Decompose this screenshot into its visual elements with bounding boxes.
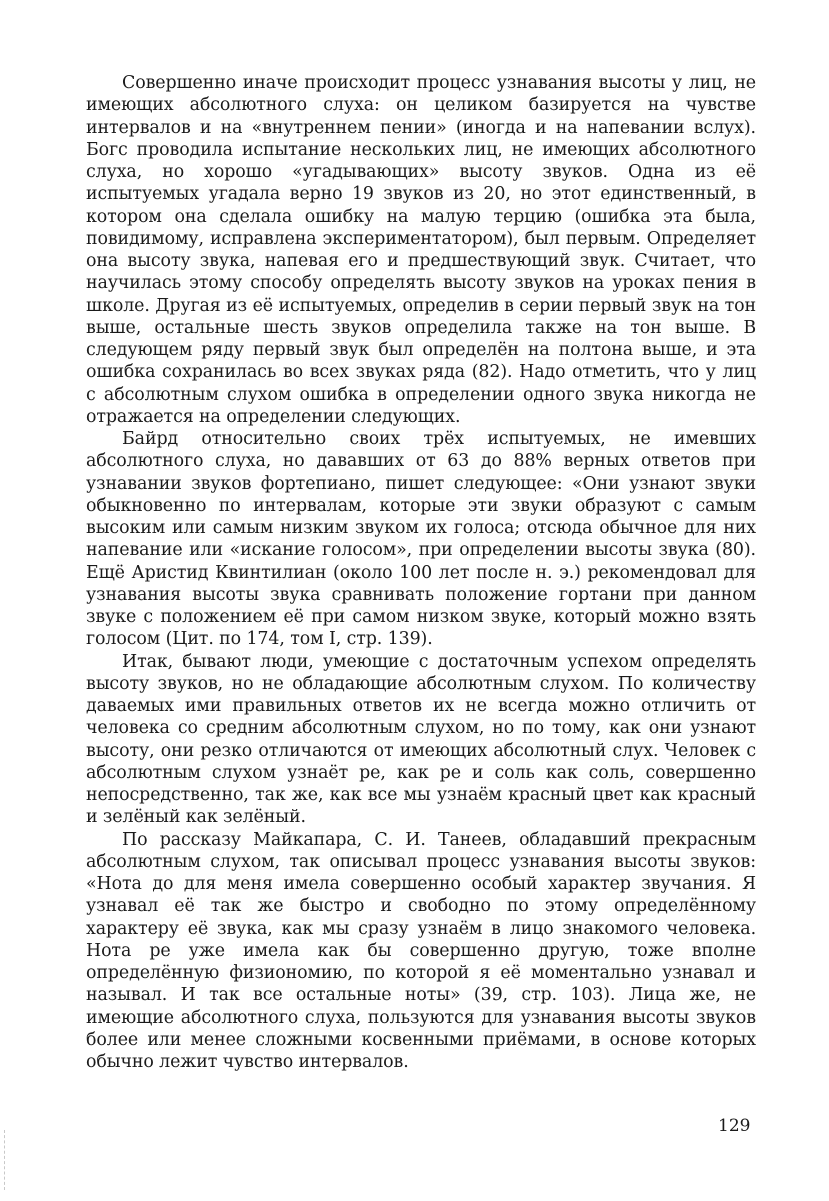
gutter-mark bbox=[4, 1130, 6, 1190]
paragraph-3: Итак, бывают люди, умеющие с достаточным успехом определять высоту звуков, но не обладающие абсолютным слухом. По количеству даваемых ими правильных ответов их не всегда можно отличить от человека со средним абсолютным слухом, но по тому, как они узнают высоту, они резко отличаются от имеющих абсолютный слух. Человек с абсолютным слухом узнаёт ре, как ре и соль как соль, совершенно непосредственно, так же, как все мы узнаём красный цвет как красный и зелёный как зелёный. bbox=[86, 651, 756, 828]
paragraph-1: Совершенно иначе происходит процесс узнавания высоты у лиц, не имеющих абсолютного слуха: он целиком базируется на чувстве интервалов и на «внутреннем пении» (иногда и на напевании вслух). Богс проводила испытание нескольких лиц, не имеющих абсолютного слуха, но хорошо «угадывающих» высоту звуков. Одна из её испытуемых угадала верно 19 звуков из 20, но этот единственный, в котором она сделала ошибку на малую терцию (ошибка эта была, повидимому, исправлена экспериментатором), был первым. Определяет она высоту звука, напевая его и предшествующий звук. Считает, что научилась этому способу определять высоту звуков на уроках пения в школе. Другая из её испытуемых, определив в серии первый звук на тон выше, остальные шесть звуков определила также на тон выше. В следующем ряду первый звук был определён на полтона выше, и эта ошибка сохранилась во всех звуках ряда (82). Надо отметить, что у лиц с абсолютным слухом ошибка в определении одного звука никогда не отражается на определении следующих. bbox=[86, 73, 756, 427]
page-body bbox=[86, 72, 756, 1073]
paragraph-4: По рассказу Майкапара, С. И. Танеев, обладавший прекрасным абсолютным слухом, так описывал процесс узнавания высоты звуков: «Нота до для меня имела совершенно особый характер звучания. Я узнавал её так же быстро и свободно по этому определённому характеру её звука, как мы сразу узнаём в лицо знакомого человека. Нота ре уже имела как бы совершенно другую, тоже вполне определённую физиономию, по которой я её моментально узнавал и называл. И так все остальные ноты» (39, стр. 103). Лица же, не имеющие абсолютного слуха, пользуются для узнавания высоты звуков более или менее сложными косвенными приёмами, в основе которых обычно лежит чувство интервалов. bbox=[86, 829, 756, 1072]
page-number: 129 bbox=[718, 1116, 751, 1136]
paragraph-2: Байрд относительно своих трёх испытуемых, не имевших абсолютного слуха, но дававших от 63 до 88% верных ответов при узнавании звуков фортепиано, пишет следующее: «Они узнают звуки обыкновенно по интервалам, которые эти звуки образуют с самым высоким или самым низким звуком их голоса; отсюда обычное для них напевание или «искание голосом», при определении высоты звука (80). Ещё Аристид Квинтилиан (около 100 лет после н. э.) рекомендовал для узнавания высоты звука сравнивать положение гортани при данном звуке с положением её при самом низком звуке, который можно взять голосом (Цит. по 174, том I, стр. 139). bbox=[86, 429, 756, 650]
